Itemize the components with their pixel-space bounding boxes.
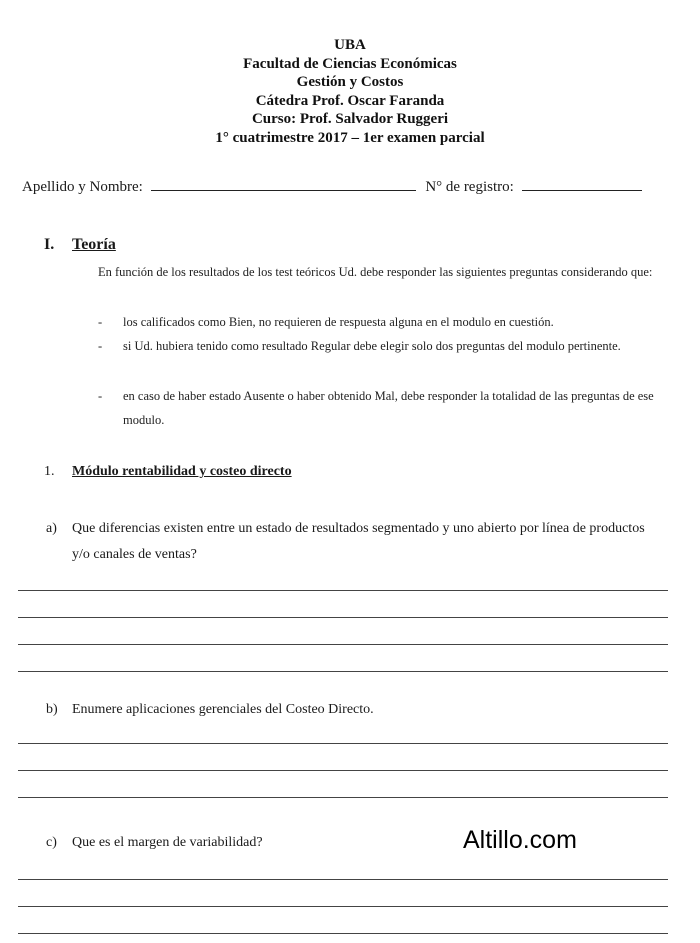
answer-line[interactable] <box>18 644 668 645</box>
question-a <box>46 516 656 568</box>
answer-line[interactable] <box>18 590 668 591</box>
registro-field[interactable] <box>522 176 642 191</box>
question-text: Que diferencias existen entre un estado de resultados segmentado y uno abierto por línea de productos y/o canales de ventas? <box>72 521 645 562</box>
registro-label: N° de registro: <box>425 179 514 195</box>
module-heading <box>44 464 292 480</box>
answer-line[interactable] <box>18 933 668 934</box>
exam-title: 1° cuatrimestre 2017 – 1er examen parcial <box>215 129 485 146</box>
university-name: UBA <box>334 37 366 53</box>
watermark-text: Altillo.com <box>463 826 577 854</box>
module-title: Módulo rentabilidad y costeo directo <box>72 464 292 479</box>
chair-name: Cátedra Prof. Oscar Faranda <box>255 92 445 109</box>
question-label: b) <box>46 702 58 717</box>
section-title: Teoría <box>72 236 116 253</box>
module-number: 1. <box>44 464 55 479</box>
student-id-row <box>22 176 672 196</box>
instructions-intro: En función de los resultados de los test teóricos Ud. debe responder las siguientes preguntas considerando que: <box>98 265 653 279</box>
answer-line[interactable] <box>18 797 668 798</box>
section-heading <box>44 236 116 254</box>
question-b <box>46 697 656 723</box>
instruction-bullet: - los calificados como Bien, no requieren de respuesta alguna en el modulo en cuestión. <box>98 310 658 334</box>
question-text: Que es el margen de variabilidad? <box>72 835 263 850</box>
answer-line[interactable] <box>18 617 668 618</box>
name-label: Apellido y Nombre: <box>22 179 143 195</box>
answer-line[interactable] <box>18 906 668 907</box>
course-name: Curso: Prof. Salvador Ruggeri <box>251 111 449 127</box>
name-field[interactable] <box>151 176 416 191</box>
subject-name: Gestión y Costos <box>296 74 404 90</box>
instruction-text: si Ud. hubiera tenido como resultado Regular debe elegir solo dos preguntas del modulo pertinente. <box>123 339 621 353</box>
answer-line[interactable] <box>18 743 668 744</box>
faculty-name: Facultad de Ciencias Económicas <box>243 55 457 72</box>
answer-line[interactable] <box>18 770 668 771</box>
instruction-bullet: - si Ud. hubiera tenido como resultado Regular debe elegir solo dos preguntas del modulo pertinente. <box>98 334 658 358</box>
section-number: I. <box>44 236 55 253</box>
question-text: Enumere aplicaciones gerenciales del Costeo Directo. <box>72 702 374 717</box>
question-label: a) <box>46 521 57 536</box>
instruction-text: los calificados como Bien, no requieren de respuesta alguna en el modulo en cuestión. <box>123 315 554 329</box>
instruction-bullet: - en caso de haber estado Ausente o haber obtenido Mal, debe responder la totalidad de las preguntas de ese modulo. <box>98 384 658 432</box>
answer-line[interactable] <box>18 671 668 672</box>
exam-header <box>0 36 700 147</box>
answer-line[interactable] <box>18 879 668 880</box>
instruction-text: en caso de haber estado Ausente o haber obtenido Mal, debe responder la totalidad de las preguntas de ese modulo. <box>123 389 654 427</box>
question-label: c) <box>46 835 57 850</box>
